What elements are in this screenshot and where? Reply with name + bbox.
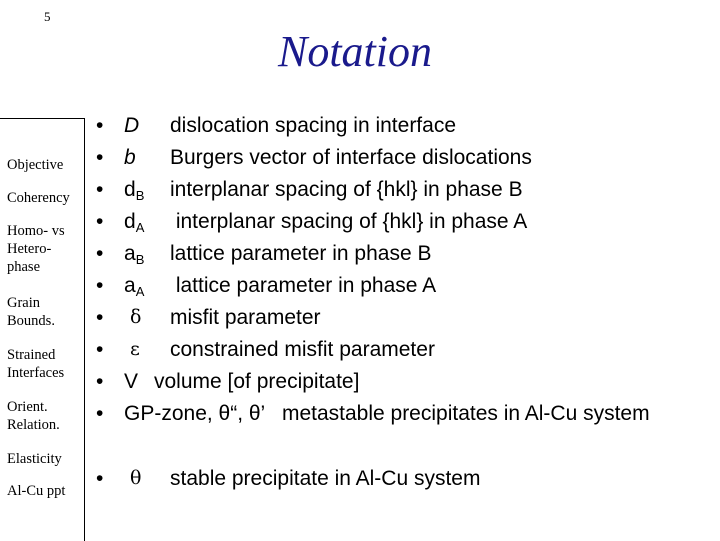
- notation-symbol: $d_A$: [124, 210, 145, 235]
- notation-description: misfit parameter: [170, 306, 321, 329]
- notation-description: interplanar spacing of {hkl} in phase A: [170, 210, 528, 233]
- notation-full-text: GP-zone, θ“, θ’ metastable precipitates in Al-Cu system: [124, 402, 650, 425]
- sidebar-item-homo-hetero-phase[interactable]: Homo- vs Hetero- phase: [7, 223, 65, 275]
- bullet-icon: •: [96, 402, 104, 425]
- bullet-icon: •: [96, 306, 104, 329]
- slide-title: [0, 26, 710, 78]
- notation-description: dislocation spacing in interface: [170, 114, 457, 137]
- bullet-icon: •: [96, 242, 104, 265]
- bullet-icon: •: [96, 467, 104, 490]
- bullet-icon: •: [96, 370, 104, 393]
- sidebar-nav: [0, 118, 85, 541]
- notation-symbol: ε: [130, 338, 140, 360]
- notation-symbol: $a_B$: [124, 242, 145, 267]
- bullet-icon: •: [96, 210, 104, 233]
- bullet-icon: •: [96, 114, 104, 137]
- notation-description: Burgers vector of interface dislocations: [170, 146, 532, 169]
- notation-description: lattice parameter in phase A: [170, 274, 437, 297]
- sidebar-item-grain-bounds[interactable]: Grain Bounds.: [7, 295, 55, 329]
- notation-symbol: $d_B$: [124, 178, 145, 203]
- sidebar-item-objective[interactable]: Objective: [7, 157, 64, 173]
- notation-description: lattice parameter in phase B: [170, 242, 432, 265]
- notation-description: interplanar spacing of {hkl} in phase B: [170, 178, 523, 201]
- bullet-icon: •: [96, 146, 104, 169]
- notation-symbol: θ: [130, 467, 142, 489]
- slide-number: 5: [44, 9, 51, 24]
- sidebar-item-strained-interfaces[interactable]: Strained Interfaces: [7, 347, 65, 381]
- notation-symbol: D: [124, 114, 140, 137]
- sidebar-item-elasticity[interactable]: Elasticity: [7, 451, 62, 467]
- notation-symbol: $a_A$: [124, 274, 145, 299]
- sidebar-item-al-cu-ppt[interactable]: Al-Cu ppt: [7, 483, 66, 499]
- slide-title-text: Notation: [277, 27, 433, 76]
- notation-symbol: V: [124, 370, 139, 393]
- bullet-icon: •: [96, 274, 104, 297]
- notation-description: stable precipitate in Al-Cu system: [170, 467, 481, 490]
- notation-symbol: δ: [130, 306, 142, 328]
- sidebar-item-orient-relation[interactable]: Orient. Relation.: [7, 399, 60, 433]
- bullet-icon: •: [96, 338, 104, 361]
- sidebar-item-coherency[interactable]: Coherency: [7, 190, 70, 206]
- bullet-icon: •: [96, 178, 104, 201]
- notation-description: constrained misfit parameter: [170, 338, 435, 361]
- notation-symbol: b: [124, 146, 136, 169]
- notation-description: volume [of precipitate]: [154, 370, 360, 393]
